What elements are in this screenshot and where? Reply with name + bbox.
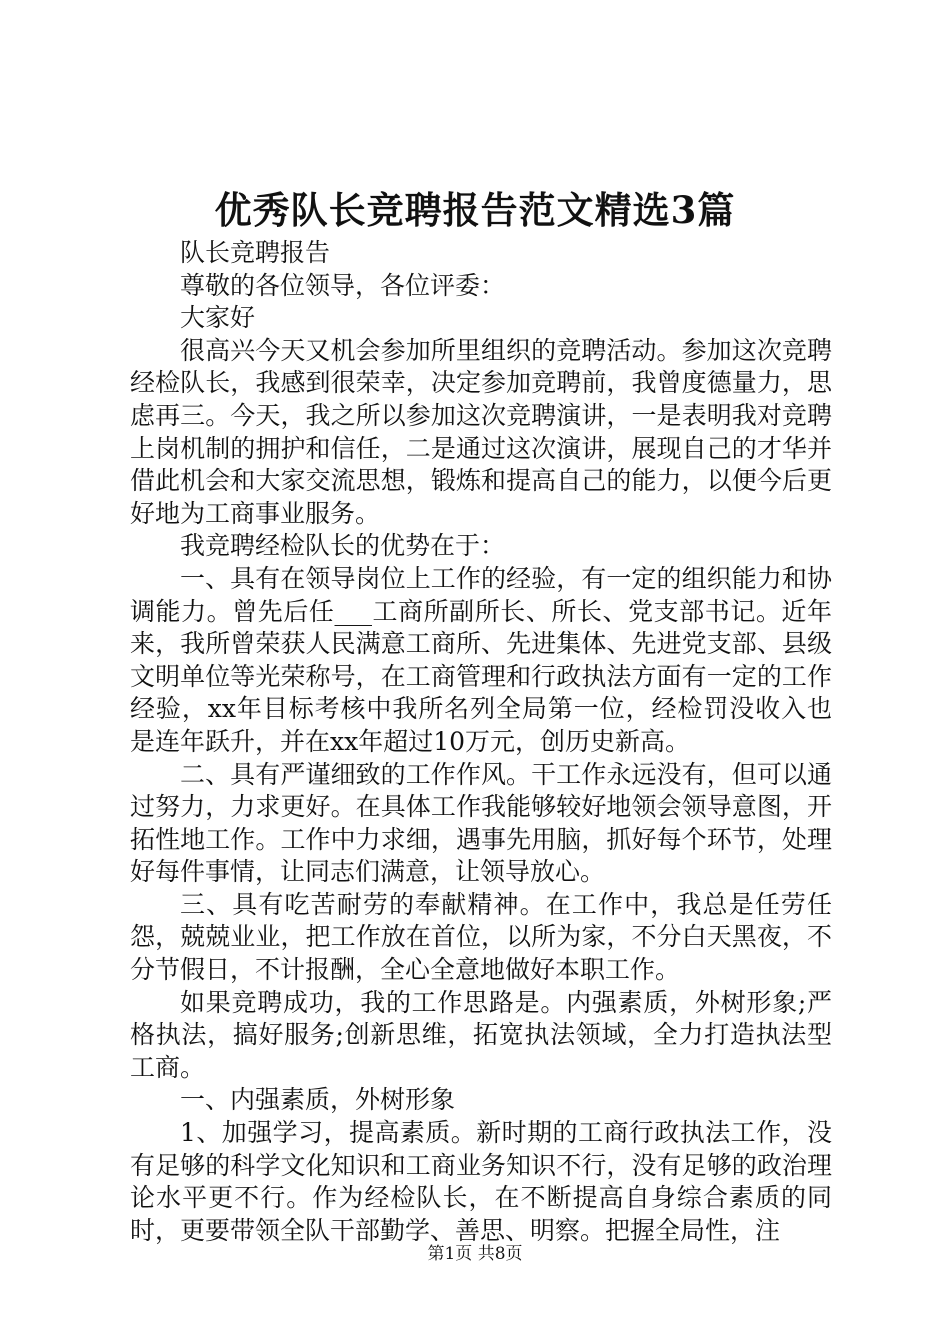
paragraph: 队长竞聘报告	[180, 238, 331, 267]
paragraph: 如果竞聘成功，我的工作思路是。内强素质，外树形象;严格执法，搞好服务;创新思维，拓宽执法领域，全力打造执法型工商。	[130, 987, 832, 1082]
paragraph: 1、加强学习，提高素质。新时期的工商行政执法工作，没有足够的科学文化知识和工商业务知识不行，没有足够的政治理论水平更不行。作为经检队长，在不断提高自身综合素质的同时，更要带领全队干部勤学、善思、明察。把握全局性，注	[130, 1118, 832, 1245]
paragraph: 尊敬的各位领导，各位评委：	[180, 270, 506, 300]
paragraph: 一、具有在领导岗位上工作的经验，有一定的组织能力和协调能力。曾先后任___工商所副所长、所长、党支部书记。近年来，我所曾荣获人民满意工商所、先进集体、先进党支部、县级文明单位等光荣称号，在工商管理和行政执法方面有一定的工作经验，xx年目标考核中我所名列全局第一位，经检罚没收入也是连年跃升，并在xx年超过10万元，创历史新高。	[130, 563, 832, 756]
paragraph: 我竞聘经检队长的优势在于：	[180, 531, 506, 561]
document-body	[130, 237, 832, 1247]
paragraph: 三、具有吃苦耐劳的奉献精神。在工作中，我总是任劳任怨，兢兢业业，把工作放在首位，以所为家，不分白天黑夜，不分节假日，不计报酬，全心全意地做好本职工作。	[130, 889, 832, 985]
page-footer: 第1页 共8页	[427, 1244, 523, 1264]
document-title: 优秀队长竞聘报告范文精选3篇	[214, 188, 736, 232]
paragraph: 二、具有严谨细致的工作作风。干工作永远没有，但可以通过努力，力求更好。在具体工作我能够较好地领会领导意图，开拓性地工作。工作中力求细，遇事先用脑，抓好每个环节，处理好每件事情，让同志们满意，让领导放心。	[130, 759, 832, 887]
paragraph: 很高兴今天又机会参加所里组织的竞聘活动。参加这次竞聘经检队长，我感到很荣幸，决定参加竞聘前，我曾度德量力，思虑再三。今天，我之所以参加这次竞聘演讲，一是表明我对竞聘上岗机制的拥护和信任，二是通过这次演讲，展现自己的才华并借此机会和大家交流思想，锻炼和提高自己的能力，以便今后更好地为工商事业服务。	[130, 335, 832, 528]
paragraph: 一、内强素质，外树形象	[180, 1085, 456, 1115]
paragraph: 大家好	[180, 303, 256, 333]
